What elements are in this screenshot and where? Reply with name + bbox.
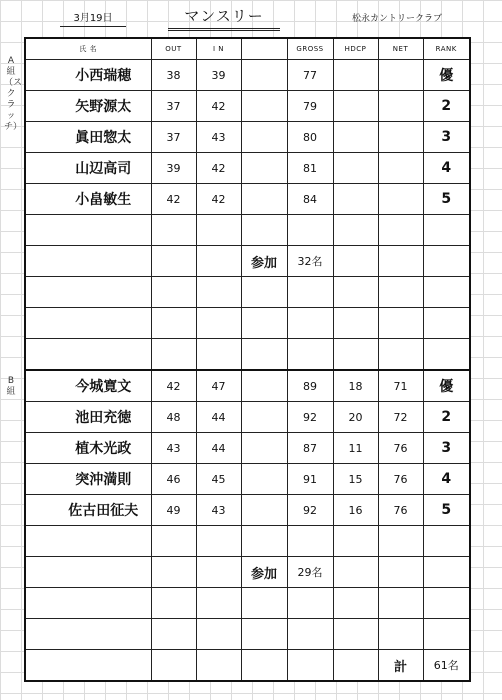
in-score: 42 (196, 184, 241, 215)
out-score: 38 (151, 60, 196, 91)
out-score: 42 (151, 184, 196, 215)
gross-score: 79 (287, 91, 333, 122)
player-name: 突沖満則 (25, 464, 151, 495)
participation-count: 32名 (287, 246, 333, 277)
net-score (378, 184, 423, 215)
rank-value: 4 (423, 464, 470, 495)
participation-row (25, 246, 470, 277)
hdcp-value: 16 (333, 495, 378, 526)
out-score: 43 (151, 433, 196, 464)
table-row (25, 184, 470, 215)
out-score: 48 (151, 402, 196, 433)
col-header-blank (241, 38, 287, 60)
col-header-gross: GROSS (287, 38, 333, 60)
player-name: 池田充徳 (25, 402, 151, 433)
net-score: 76 (378, 433, 423, 464)
player-name: 矢野源太 (25, 91, 151, 122)
hdcp-value (333, 60, 378, 91)
col-header-name: 氏 名 (25, 38, 151, 60)
net-score: 71 (378, 370, 423, 402)
empty-row (25, 619, 470, 650)
table-row (25, 91, 470, 122)
in-score: 44 (196, 402, 241, 433)
player-name: 小畠敏生 (25, 184, 151, 215)
table-row (25, 402, 470, 433)
hdcp-value (333, 122, 378, 153)
player-name: 今城寛文 (25, 370, 151, 402)
rank-value: 5 (423, 184, 470, 215)
hdcp-value (333, 184, 378, 215)
empty-row (25, 215, 470, 246)
col-header-out: OUT (151, 38, 196, 60)
table-header-row (25, 38, 470, 60)
gross-score: 87 (287, 433, 333, 464)
col-header-rank: RANK (423, 38, 470, 60)
out-score: 49 (151, 495, 196, 526)
gross-score: 91 (287, 464, 333, 495)
in-score: 43 (196, 122, 241, 153)
table-row (25, 433, 470, 464)
gross-score: 84 (287, 184, 333, 215)
gross-score: 92 (287, 495, 333, 526)
hdcp-value: 20 (333, 402, 378, 433)
in-score: 45 (196, 464, 241, 495)
empty-row (25, 277, 470, 308)
empty-row (25, 588, 470, 619)
rank-value: 3 (423, 433, 470, 464)
net-score (378, 122, 423, 153)
out-score: 46 (151, 464, 196, 495)
table-row (25, 60, 470, 91)
rank-value: 3 (423, 122, 470, 153)
date-label: 3月19日 (60, 12, 126, 27)
total-row (25, 650, 470, 682)
out-score: 39 (151, 153, 196, 184)
empty-row (25, 339, 470, 371)
table-row (25, 370, 470, 402)
gross-score: 80 (287, 122, 333, 153)
player-name: 眞田惣太 (25, 122, 151, 153)
gross-score: 77 (287, 60, 333, 91)
col-header-in: I N (196, 38, 241, 60)
hdcp-value: 18 (333, 370, 378, 402)
empty-row (25, 526, 470, 557)
in-score: 42 (196, 91, 241, 122)
table-row (25, 122, 470, 153)
group-b-label: B組 (6, 376, 16, 397)
out-score: 37 (151, 91, 196, 122)
rank-value: 5 (423, 495, 470, 526)
net-score: 72 (378, 402, 423, 433)
club-name: 松永カントリークラブ (352, 14, 443, 24)
rank-value: 優 (423, 60, 470, 91)
player-name: 小西瑞穂 (25, 60, 151, 91)
table-row (25, 495, 470, 526)
empty-row (25, 308, 470, 339)
net-score: 76 (378, 464, 423, 495)
net-score: 76 (378, 495, 423, 526)
hdcp-value: 11 (333, 433, 378, 464)
out-score: 37 (151, 122, 196, 153)
hdcp-value: 15 (333, 464, 378, 495)
total-label: 計 (378, 650, 423, 682)
score-table (24, 37, 471, 682)
participation-label: 参加 (241, 246, 287, 277)
player-name: 植木光政 (25, 433, 151, 464)
hdcp-value (333, 91, 378, 122)
gross-score: 89 (287, 370, 333, 402)
net-score (378, 91, 423, 122)
col-header-hdcp: HDCP (333, 38, 378, 60)
in-score: 39 (196, 60, 241, 91)
rank-value: 2 (423, 91, 470, 122)
rank-value: 2 (423, 402, 470, 433)
gross-score: 81 (287, 153, 333, 184)
total-count: 61名 (423, 650, 470, 682)
player-name: 佐古田征夫 (25, 495, 151, 526)
group-a-label: A組（スクラッチ） (4, 56, 23, 132)
out-score: 42 (151, 370, 196, 402)
in-score: 42 (196, 153, 241, 184)
participation-label: 参加 (241, 557, 287, 588)
col-header-net: NET (378, 38, 423, 60)
player-name: 山辺高司 (25, 153, 151, 184)
table-row (25, 464, 470, 495)
table-row (25, 153, 470, 184)
rank-value: 優 (423, 370, 470, 402)
participation-count: 29名 (287, 557, 333, 588)
in-score: 47 (196, 370, 241, 402)
participation-row (25, 557, 470, 588)
net-score (378, 153, 423, 184)
page-title: マンスリー (168, 6, 280, 31)
in-score: 43 (196, 495, 241, 526)
gross-score: 92 (287, 402, 333, 433)
in-score: 44 (196, 433, 241, 464)
net-score (378, 60, 423, 91)
hdcp-value (333, 153, 378, 184)
rank-value: 4 (423, 153, 470, 184)
